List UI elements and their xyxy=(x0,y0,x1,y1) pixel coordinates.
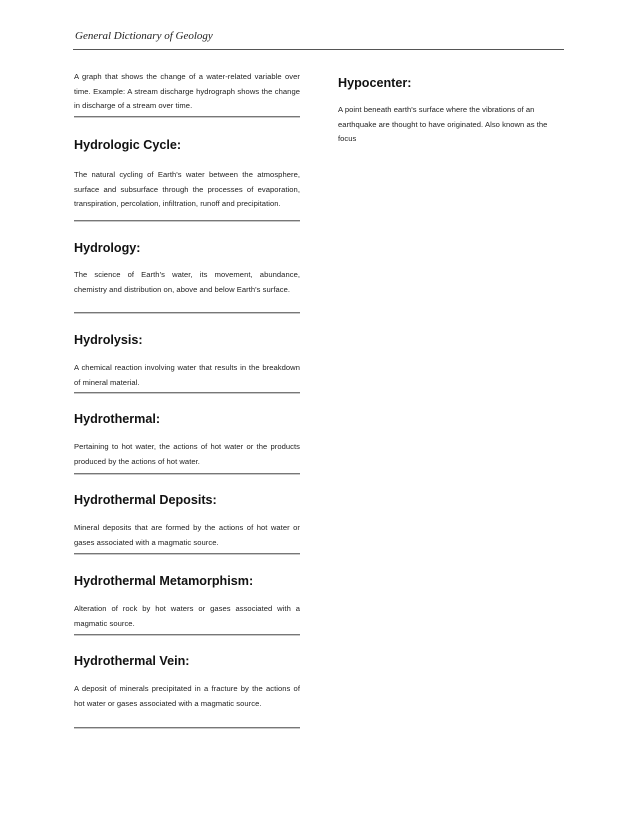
continued-entry xyxy=(74,70,300,114)
entry-definition: A deposit of minerals precipitated in a fracture by the actions of hot water or gases associated with a magmatic source. xyxy=(74,684,300,708)
entry-term: Hydrothermal Deposits: xyxy=(74,493,217,507)
entry-definition: Alteration of rock by hot waters or gases associated with a magmatic source. xyxy=(74,604,300,628)
entry-term: Hydrolysis: xyxy=(74,333,143,347)
entry-definition: A chemical reaction involving water that results in the breakdown of mineral material. xyxy=(74,363,300,387)
header-rule xyxy=(73,49,564,50)
entry-definition: Mineral deposits that are formed by the actions of hot water or gases associated with a magmatic source. xyxy=(74,523,300,547)
entry-definition: Pertaining to hot water, the actions of hot water or the products produced by the actions of hot water. xyxy=(74,442,300,466)
entry-divider xyxy=(74,634,300,636)
running-header: General Dictionary of Geology xyxy=(75,30,213,42)
entry-term: Hydrologic Cycle: xyxy=(74,138,182,152)
entry-term: Hydrothermal Metamorphism: xyxy=(74,574,254,588)
entry-divider xyxy=(74,727,300,729)
entry-term: Hydrology: xyxy=(74,241,141,255)
entry-term: Hypocenter: xyxy=(338,76,412,90)
entry-definition: The natural cycling of Earth's water between the atmosphere, surface and subsurface through the processes of evaporation, transpiration, percolation, infiltration, runoff and precipitation. xyxy=(74,170,300,209)
entry-divider xyxy=(74,116,300,118)
entry-definition: A point beneath earth's surface where the vibrations of an earthquake are thought to have originated. Also known as the focus xyxy=(338,105,548,144)
entry-term: Hydrothermal Vein: xyxy=(74,654,190,668)
entry-definition: A graph that shows the change of a water-related variable over time. Example: A stream discharge hydrograph shows the change in discharge of a stream over time. xyxy=(74,72,300,111)
entry-divider xyxy=(74,392,300,394)
entry-divider xyxy=(74,473,300,475)
entry-term: Hydrothermal: xyxy=(74,412,161,426)
entry-divider xyxy=(74,553,300,555)
entry-definition: The science of Earth's water, its movement, abundance, chemistry and distribution on, above and below Earth's surface. xyxy=(74,270,300,294)
entry-divider xyxy=(74,312,300,314)
entry-divider xyxy=(74,220,300,222)
